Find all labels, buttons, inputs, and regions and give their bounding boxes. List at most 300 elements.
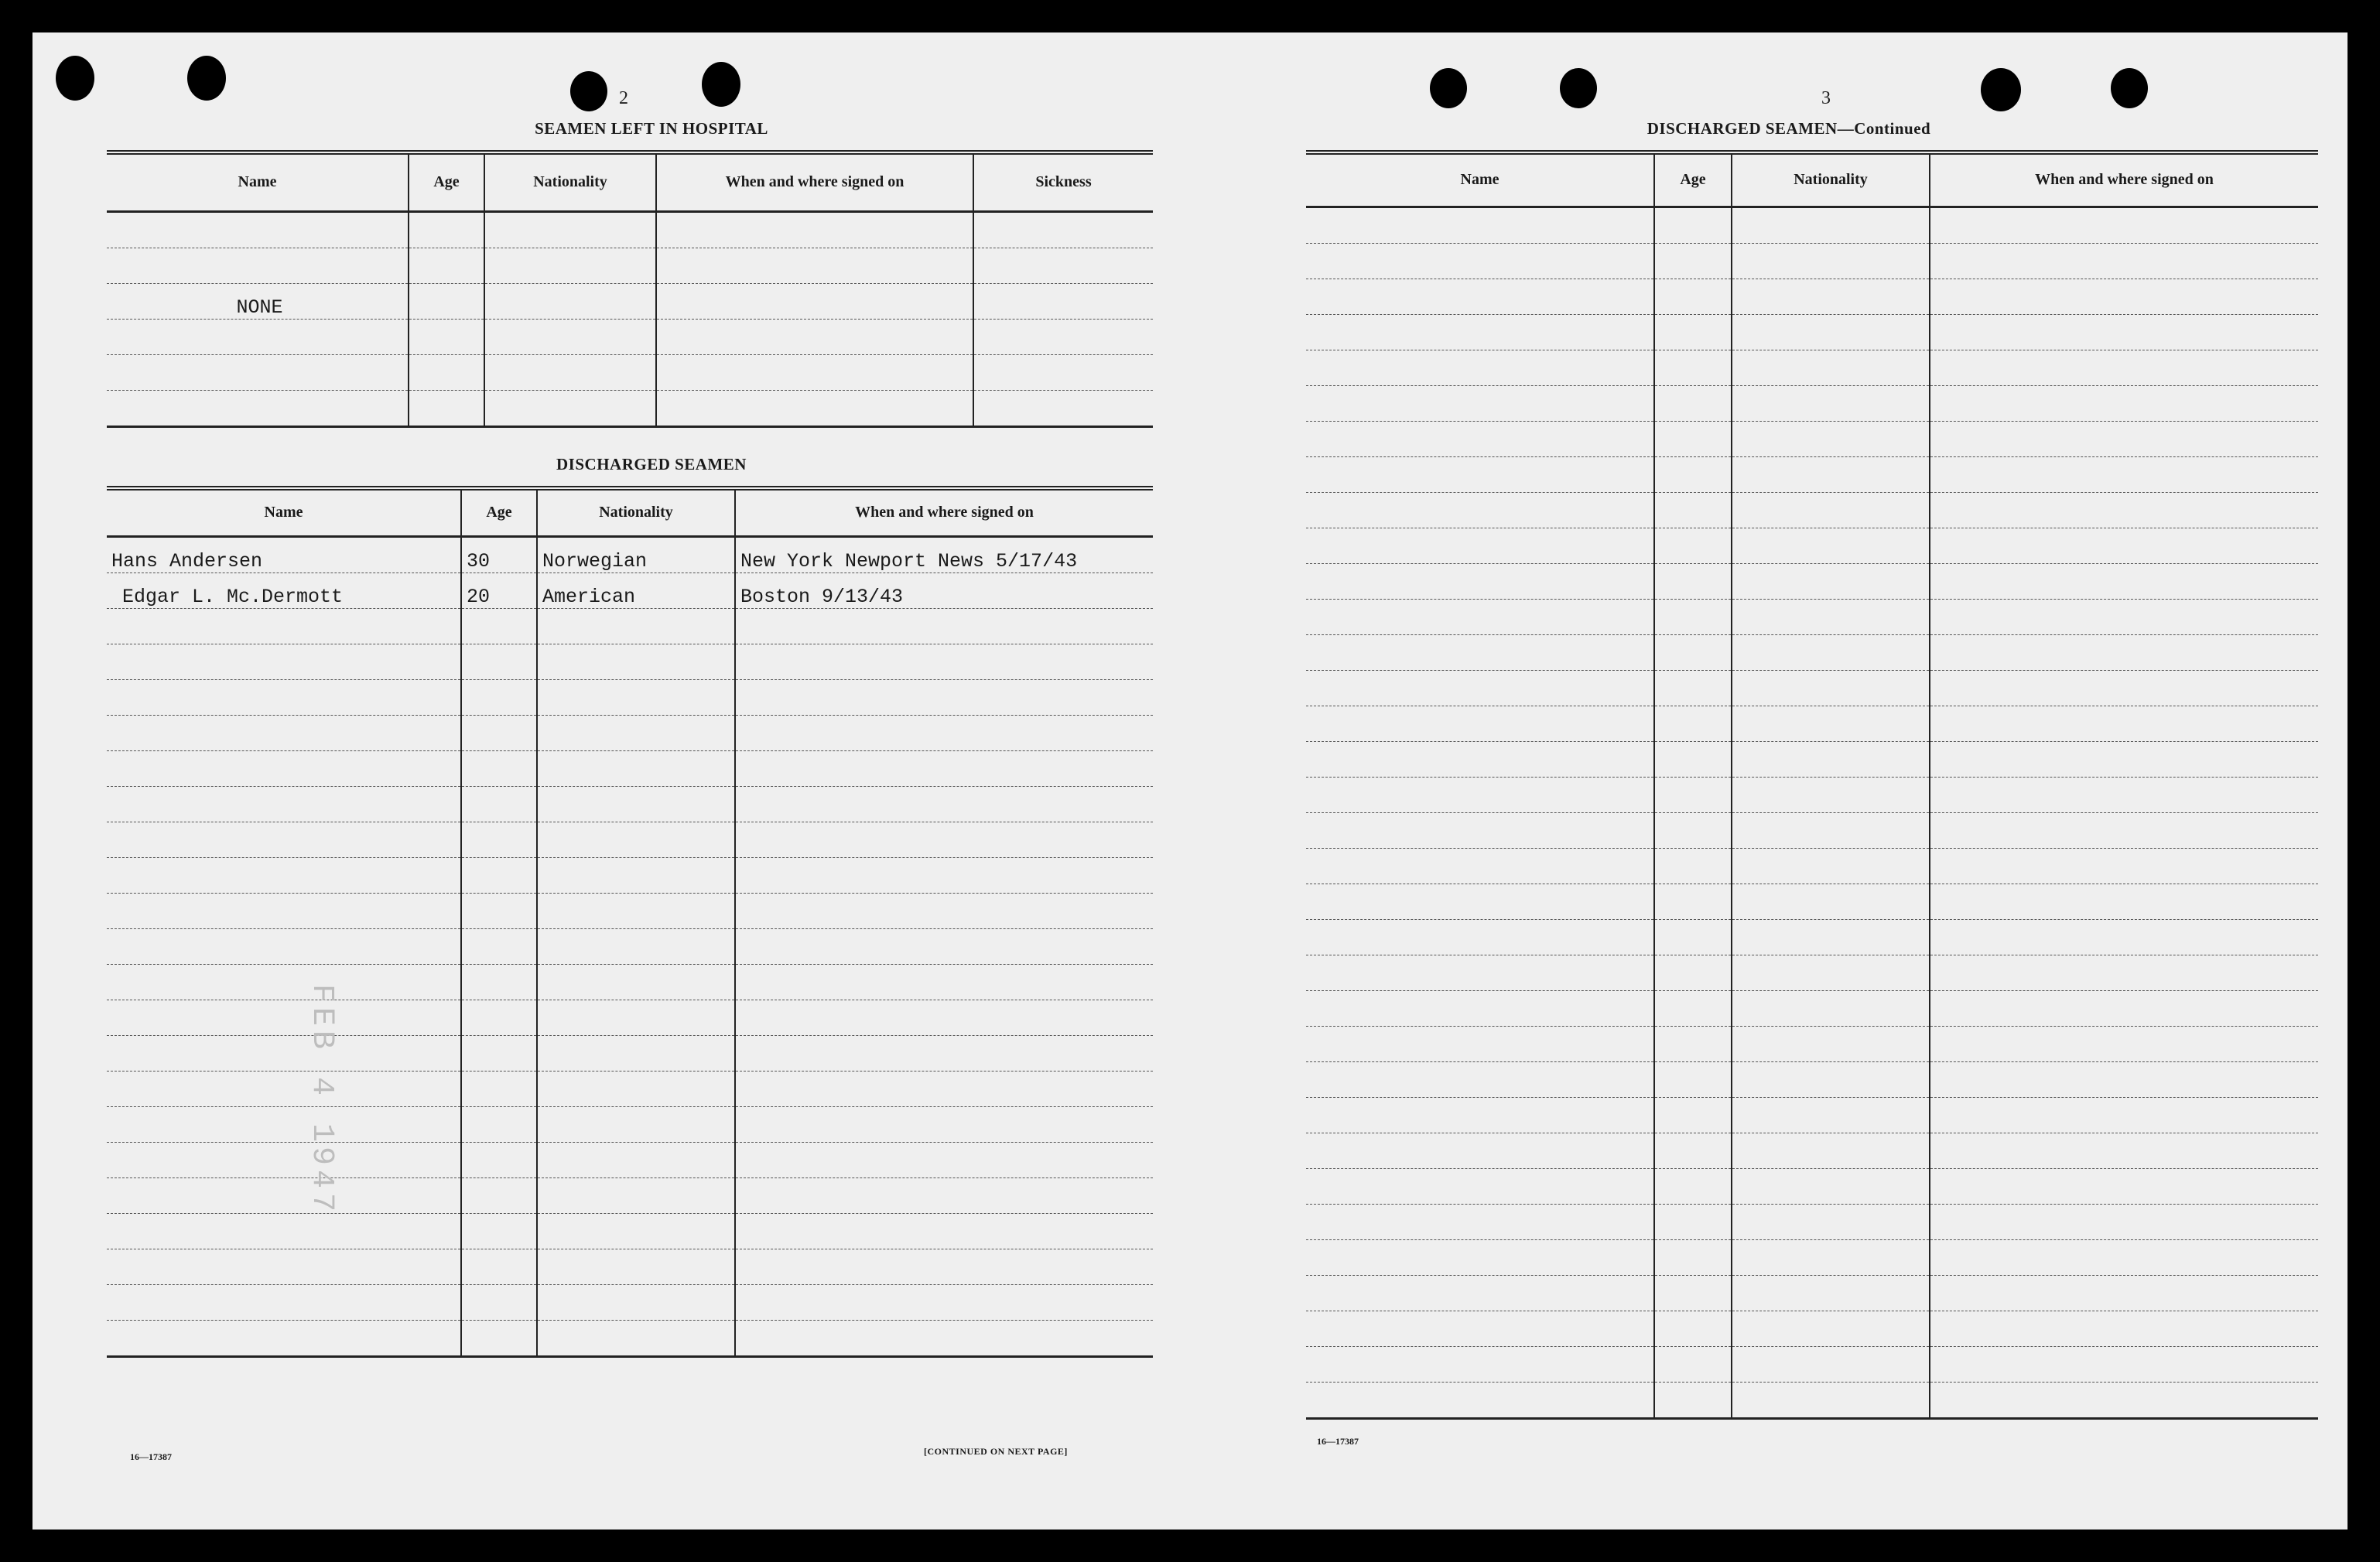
blank-cell	[1732, 884, 1930, 919]
blank-cell	[1654, 528, 1732, 563]
blank-cell	[1732, 599, 1930, 634]
blank-cell	[1930, 599, 2318, 634]
blank-cell	[461, 1071, 537, 1106]
blank-cell	[1732, 812, 1930, 848]
discharged-header-row	[107, 488, 1153, 536]
age-cell	[409, 283, 484, 319]
blank-cell	[1732, 955, 1930, 990]
blank-cell	[461, 822, 537, 857]
seaman-name: Edgar L. Mc.Dermott	[107, 573, 461, 608]
blank-cell	[537, 928, 735, 964]
blank-cell	[1306, 706, 1654, 741]
blank-cell	[1930, 528, 2318, 563]
table-row	[107, 390, 1153, 426]
discharged-continued-table	[1306, 150, 2318, 1420]
blank-cell	[1930, 848, 2318, 884]
nationality-cell	[484, 319, 656, 354]
blank-cell	[461, 857, 537, 893]
table-row	[1306, 492, 2318, 528]
blank-cell	[1930, 350, 2318, 385]
blank-cell	[461, 928, 537, 964]
blank-cell	[537, 857, 735, 893]
table-row	[1306, 421, 2318, 456]
blank-cell	[537, 822, 735, 857]
punch-hole	[1430, 68, 1467, 108]
blank-cell	[1930, 741, 2318, 777]
blank-cell	[1654, 1275, 1732, 1311]
blank-cell	[107, 786, 461, 822]
blank-cell	[1654, 1026, 1732, 1061]
blank-cell	[1930, 634, 2318, 670]
table-row	[1306, 599, 2318, 634]
blank-cell	[107, 1035, 461, 1071]
blank-cell	[1654, 563, 1732, 599]
form-code: 16—17387	[130, 1451, 172, 1462]
table-row	[107, 786, 1153, 822]
table-row	[1306, 634, 2318, 670]
table-row	[1306, 385, 2318, 421]
blank-cell	[537, 1142, 735, 1177]
page-number: 2	[619, 88, 628, 108]
blank-cell	[1306, 563, 1654, 599]
blank-cell	[1930, 1026, 2318, 1061]
name-cell	[107, 211, 409, 248]
right-page	[1224, 32, 2338, 1530]
blank-cell	[1654, 955, 1732, 990]
blank-cell	[1654, 812, 1732, 848]
blank-cell	[107, 964, 461, 1000]
blank-cell	[1930, 1311, 2318, 1346]
col-name-header: Name	[107, 488, 461, 536]
blank-cell	[1306, 1382, 1654, 1418]
blank-cell	[107, 1249, 461, 1284]
table-row	[107, 248, 1153, 283]
blank-cell	[1930, 1061, 2318, 1097]
blank-cell	[1306, 812, 1654, 848]
name-cell: NONE	[107, 283, 409, 319]
blank-cell	[1930, 385, 2318, 421]
discharged-section-title: DISCHARGED SEAMEN	[556, 455, 747, 473]
blank-cell	[1306, 599, 1654, 634]
blank-cell	[735, 1249, 1153, 1284]
blank-cell	[461, 1142, 537, 1177]
table-row	[107, 283, 1153, 319]
table-row	[1306, 884, 2318, 919]
blank-cell	[537, 1177, 735, 1213]
table-row	[107, 679, 1153, 715]
blank-cell	[1930, 279, 2318, 314]
blank-cell	[1306, 634, 1654, 670]
blank-cell	[107, 608, 461, 644]
blank-cell	[735, 928, 1153, 964]
blank-cell	[1654, 1097, 1732, 1133]
col-age-header: Age	[1654, 152, 1732, 207]
blank-cell	[735, 857, 1153, 893]
blank-cell	[735, 750, 1153, 786]
age-cell	[409, 248, 484, 283]
hospital-table	[107, 150, 1153, 428]
seaman-nationality: American	[537, 573, 735, 608]
left-page	[32, 32, 1193, 1530]
blank-cell	[1306, 456, 1654, 492]
blank-cell	[1654, 919, 1732, 955]
blank-cell	[1732, 670, 1930, 706]
table-row	[1306, 1346, 2318, 1382]
blank-cell	[107, 1213, 461, 1249]
punch-hole	[56, 56, 94, 101]
blank-cell	[1654, 421, 1732, 456]
blank-cell	[735, 822, 1153, 857]
table-row	[1306, 1239, 2318, 1275]
blank-cell	[537, 1284, 735, 1320]
blank-cell	[461, 893, 537, 928]
blank-cell	[1306, 1239, 1654, 1275]
blank-cell	[107, 1284, 461, 1320]
blank-cell	[1930, 670, 2318, 706]
blank-cell	[735, 608, 1153, 644]
blank-cell	[537, 679, 735, 715]
blank-cell	[107, 1000, 461, 1035]
blank-cell	[735, 893, 1153, 928]
blank-cell	[1654, 350, 1732, 385]
name-cell	[107, 319, 409, 354]
blank-cell	[1930, 1346, 2318, 1382]
table-row	[107, 211, 1153, 248]
blank-cell	[1306, 243, 1654, 279]
signed-on-cell	[656, 354, 973, 390]
blank-cell	[1732, 385, 1930, 421]
table-row	[1306, 207, 2318, 243]
blank-cell	[1654, 1061, 1732, 1097]
blank-cell	[1732, 706, 1930, 741]
blank-cell	[1930, 207, 2318, 243]
blank-cell	[735, 1035, 1153, 1071]
table-row	[107, 644, 1153, 679]
table-row	[107, 893, 1153, 928]
blank-cell	[1732, 1061, 1930, 1097]
discharged-continued-title-main: DISCHARGED SEAMEN	[1647, 119, 1838, 138]
punch-hole	[1981, 68, 2021, 111]
blank-cell	[1930, 706, 2318, 741]
signed-on-cell	[656, 248, 973, 283]
name-cell	[107, 354, 409, 390]
table-row	[1306, 741, 2318, 777]
signed-on-cell	[656, 283, 973, 319]
blank-cell	[461, 786, 537, 822]
table-row	[107, 1320, 1153, 1356]
blank-cell	[1930, 1097, 2318, 1133]
blank-cell	[1654, 706, 1732, 741]
table-row	[107, 608, 1153, 644]
page-number: 3	[1821, 88, 1831, 108]
blank-cell	[537, 1000, 735, 1035]
name-cell	[107, 390, 409, 426]
table-row	[1306, 1311, 2318, 1346]
blank-cell	[107, 750, 461, 786]
blank-cell	[1306, 492, 1654, 528]
blank-cell	[537, 964, 735, 1000]
blank-cell	[1306, 528, 1654, 563]
blank-cell	[1306, 1061, 1654, 1097]
table-row	[107, 573, 1153, 608]
col-signed-on-header: When and where signed on	[656, 152, 973, 211]
table-row	[1306, 243, 2318, 279]
blank-cell	[1306, 990, 1654, 1026]
blank-cell	[1732, 421, 1930, 456]
blank-cell	[1654, 777, 1732, 812]
blank-cell	[1930, 1204, 2318, 1239]
table-row	[1306, 919, 2318, 955]
blank-cell	[461, 644, 537, 679]
blank-cell	[1732, 919, 1930, 955]
blank-cell	[461, 1213, 537, 1249]
blank-cell	[1306, 1133, 1654, 1168]
blank-cell	[1732, 1097, 1930, 1133]
table-row	[107, 1000, 1153, 1035]
table-row	[1306, 456, 2318, 492]
blank-cell	[107, 857, 461, 893]
table-row	[107, 1142, 1153, 1177]
blank-cell	[461, 1320, 537, 1356]
discharged-continued-header-row	[1306, 152, 2318, 207]
signed-on-cell	[656, 319, 973, 354]
blank-cell	[1732, 990, 1930, 1026]
blank-cell	[1930, 990, 2318, 1026]
blank-cell	[537, 893, 735, 928]
sickness-cell	[973, 248, 1153, 283]
table-row	[1306, 1275, 2318, 1311]
col-nationality-header: Nationality	[484, 152, 656, 211]
blank-cell	[1306, 1311, 1654, 1346]
blank-cell	[1306, 421, 1654, 456]
seaman-age: 20	[461, 573, 537, 608]
blank-cell	[1654, 492, 1732, 528]
table-row	[107, 1249, 1153, 1284]
blank-cell	[107, 715, 461, 750]
table-row	[107, 1035, 1153, 1071]
blank-cell	[1654, 634, 1732, 670]
punch-hole	[570, 71, 607, 111]
blank-cell	[735, 1177, 1153, 1213]
table-row	[1306, 1382, 2318, 1418]
blank-cell	[461, 1284, 537, 1320]
blank-cell	[537, 1213, 735, 1249]
blank-cell	[461, 1177, 537, 1213]
blank-cell	[1732, 1239, 1930, 1275]
blank-cell	[1654, 670, 1732, 706]
table-row	[107, 1213, 1153, 1249]
blank-cell	[1930, 314, 2318, 350]
blank-cell	[1654, 1346, 1732, 1382]
col-sickness-header: Sickness	[973, 152, 1153, 211]
table-row	[1306, 955, 2318, 990]
blank-cell	[735, 1106, 1153, 1142]
blank-cell	[1654, 848, 1732, 884]
blank-cell	[107, 928, 461, 964]
blank-cell	[1732, 563, 1930, 599]
blank-cell	[1930, 243, 2318, 279]
sickness-cell	[973, 319, 1153, 354]
table-row	[1306, 1133, 2318, 1168]
blank-cell	[1306, 1097, 1654, 1133]
table-row	[107, 750, 1153, 786]
blank-cell	[1732, 634, 1930, 670]
discharged-continued-title	[1224, 119, 2354, 138]
punch-hole	[2111, 68, 2148, 108]
seaman-age: 30	[461, 536, 537, 573]
seaman-name: Hans Andersen	[107, 536, 461, 573]
age-cell	[409, 390, 484, 426]
blank-cell	[1654, 1239, 1732, 1275]
blank-cell	[1654, 1168, 1732, 1204]
blank-cell	[537, 1071, 735, 1106]
blank-cell	[1654, 1133, 1732, 1168]
blank-cell	[1306, 1346, 1654, 1382]
blank-cell	[1306, 350, 1654, 385]
col-name-header: Name	[107, 152, 409, 211]
blank-cell	[1732, 243, 1930, 279]
blank-cell	[1654, 207, 1732, 243]
table-row	[107, 354, 1153, 390]
blank-cell	[1306, 1168, 1654, 1204]
blank-cell	[1306, 279, 1654, 314]
blank-cell	[1654, 279, 1732, 314]
blank-cell	[1732, 492, 1930, 528]
table-row	[1306, 670, 2318, 706]
sickness-cell	[973, 354, 1153, 390]
blank-cell	[461, 715, 537, 750]
seaman-signed-on: Boston 9/13/43	[735, 573, 1153, 608]
blank-cell	[1306, 955, 1654, 990]
col-nationality-header: Nationality	[1732, 152, 1930, 207]
continued-suffix: —Continued	[1837, 119, 1931, 138]
blank-cell	[1306, 919, 1654, 955]
sickness-cell	[973, 211, 1153, 248]
blank-cell	[1654, 456, 1732, 492]
blank-cell	[735, 786, 1153, 822]
blank-cell	[537, 750, 735, 786]
blank-cell	[1930, 884, 2318, 919]
table-row	[1306, 1026, 2318, 1061]
table-row	[1306, 528, 2318, 563]
blank-cell	[461, 1249, 537, 1284]
nationality-cell	[484, 354, 656, 390]
blank-cell	[735, 1213, 1153, 1249]
blank-cell	[1306, 314, 1654, 350]
blank-cell	[107, 1071, 461, 1106]
age-cell	[409, 211, 484, 248]
nationality-cell	[484, 283, 656, 319]
blank-cell	[735, 1320, 1153, 1356]
hospital-section-title: SEAMEN LEFT IN HOSPITAL	[535, 119, 768, 138]
blank-cell	[735, 1071, 1153, 1106]
table-row	[107, 319, 1153, 354]
blank-cell	[1732, 741, 1930, 777]
table-row	[1306, 279, 2318, 314]
blank-cell	[1930, 1168, 2318, 1204]
blank-cell	[1732, 1026, 1930, 1061]
blank-cell	[107, 893, 461, 928]
table-row	[107, 1071, 1153, 1106]
blank-cell	[1306, 1204, 1654, 1239]
blank-cell	[1654, 314, 1732, 350]
col-signed-on-header: When and where signed on	[735, 488, 1153, 536]
blank-cell	[1930, 563, 2318, 599]
blank-cell	[1654, 599, 1732, 634]
blank-cell	[1306, 777, 1654, 812]
col-age-header: Age	[409, 152, 484, 211]
blank-cell	[1930, 812, 2318, 848]
blank-cell	[1654, 1204, 1732, 1239]
blank-cell	[1306, 385, 1654, 421]
blank-cell	[1306, 670, 1654, 706]
blank-cell	[537, 1249, 735, 1284]
name-cell	[107, 248, 409, 283]
table-row	[1306, 1097, 2318, 1133]
blank-cell	[1732, 1346, 1930, 1382]
signed-on-cell	[656, 211, 973, 248]
hospital-header-row	[107, 152, 1153, 211]
blank-cell	[107, 1142, 461, 1177]
table-row	[1306, 1061, 2318, 1097]
table-row	[1306, 848, 2318, 884]
blank-cell	[1930, 492, 2318, 528]
table-row	[1306, 314, 2318, 350]
sickness-cell	[973, 283, 1153, 319]
blank-cell	[1654, 243, 1732, 279]
blank-cell	[461, 608, 537, 644]
table-row	[1306, 350, 2318, 385]
blank-cell	[461, 964, 537, 1000]
table-row	[1306, 563, 2318, 599]
table-row	[1306, 706, 2318, 741]
blank-cell	[1930, 955, 2318, 990]
blank-cell	[1732, 1133, 1930, 1168]
blank-cell	[107, 1320, 461, 1356]
age-cell	[409, 354, 484, 390]
blank-cell	[1930, 421, 2318, 456]
blank-cell	[1654, 741, 1732, 777]
blank-cell	[1306, 884, 1654, 919]
blank-cell	[1306, 207, 1654, 243]
seaman-nationality: Norwegian	[537, 536, 735, 573]
blank-cell	[735, 1284, 1153, 1320]
blank-cell	[735, 715, 1153, 750]
blank-cell	[1732, 848, 1930, 884]
table-row	[1306, 990, 2318, 1026]
table-row	[107, 822, 1153, 857]
blank-cell	[1306, 741, 1654, 777]
blank-cell	[537, 644, 735, 679]
blank-cell	[1654, 1382, 1732, 1418]
nationality-cell	[484, 211, 656, 248]
blank-cell	[537, 715, 735, 750]
blank-cell	[537, 1106, 735, 1142]
table-row	[107, 715, 1153, 750]
table-row	[107, 1177, 1153, 1213]
blank-cell	[461, 1035, 537, 1071]
blank-cell	[1930, 1133, 2318, 1168]
blank-cell	[735, 964, 1153, 1000]
blank-cell	[537, 786, 735, 822]
blank-cell	[1732, 777, 1930, 812]
blank-cell	[537, 1320, 735, 1356]
blank-cell	[1930, 456, 2318, 492]
received-stamp: FEB 4 1947	[304, 984, 339, 1217]
table-row	[107, 857, 1153, 893]
blank-cell	[1306, 1275, 1654, 1311]
signed-on-cell	[656, 390, 973, 426]
